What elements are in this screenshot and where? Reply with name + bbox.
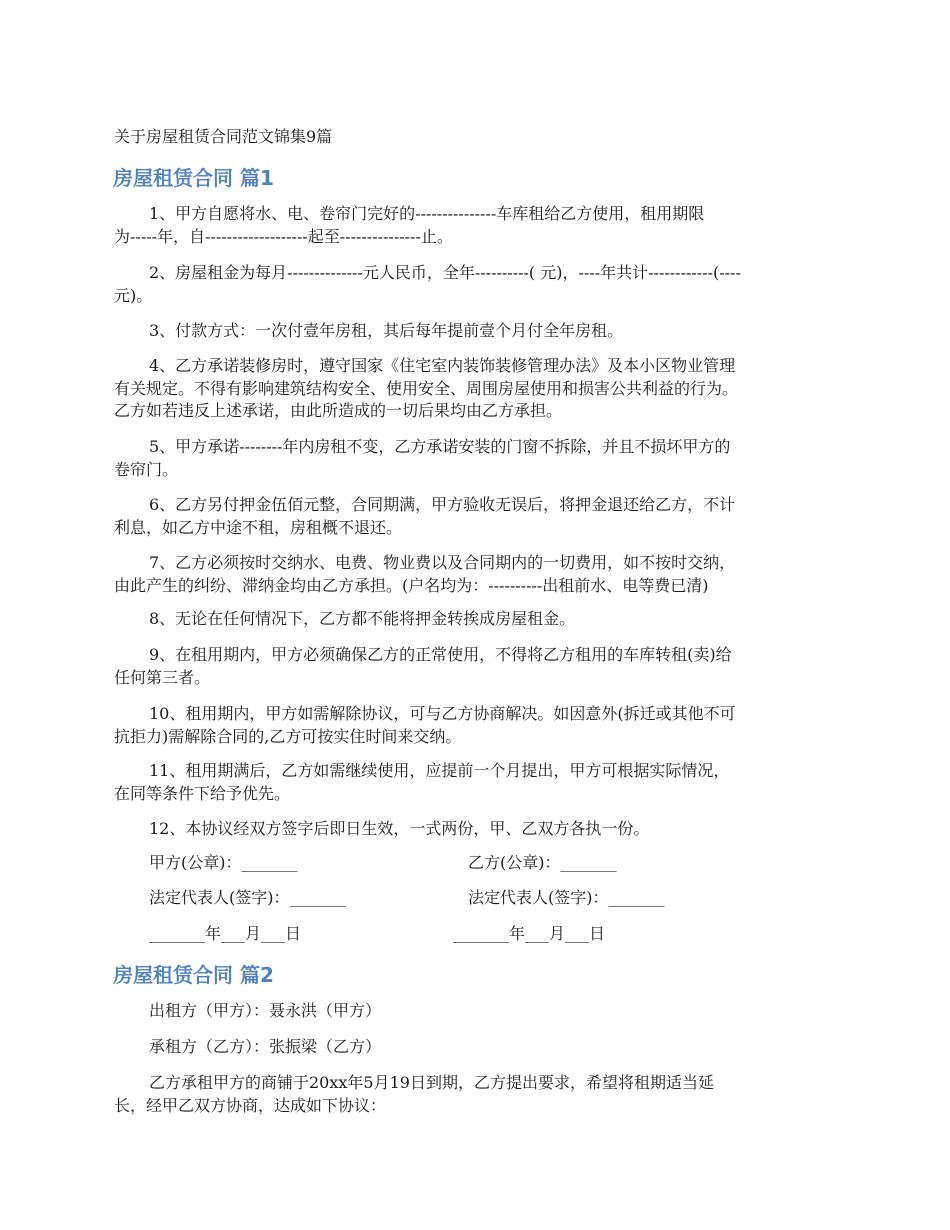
party-b-date-line: _______年___月___日 (453, 924, 606, 943)
clause-line: 有关规定。不得有影响建筑结构安全、使用安全、周围房屋使用和损害公共利益的行为。 (114, 378, 739, 398)
clause-line: 乙方如若违反上述承诺，由此所造成的一切后果均由乙方承担。 (114, 401, 563, 420)
party-b-rep-line: 法定代表人(签字)：_______ (468, 888, 665, 907)
intro-line: 乙方承租甲方的商铺于20xx年5月19日到期，乙方提出要求，希望将租期适当延 (149, 1073, 714, 1092)
clause-line: 9、在租用期内，甲方必须确保乙方的正常使用，不得将乙方租用的车库转租(卖)给 (149, 645, 732, 664)
intro-line: 长，经甲乙双方协商，达成如下协议： (114, 1095, 387, 1115)
clause-paragraph (114, 494, 839, 539)
document-title: 关于房屋租赁合同范文锦集9篇 (114, 127, 333, 146)
clause-line: 7、乙方必须按时交纳水、电费、物业费以及合同期内的一切费用，如不按时交纳， (149, 553, 736, 572)
clause-line: 利息，如乙方中途不租，房租概不退还。 (114, 517, 403, 537)
clause-paragraph (114, 608, 839, 631)
clause-paragraph (114, 262, 839, 307)
clause-line: 1、甲方自愿将水、电、卷帘门完好的---------------车库租给乙方使用，租用期限 (149, 204, 705, 223)
clause-line: 任何第三者。 (114, 667, 211, 687)
clause-paragraph (114, 703, 839, 748)
clause-paragraph (114, 320, 839, 343)
clause-line: 元)。 (114, 285, 153, 305)
clause-line: 抗拒力)需解除合同的,乙方可按实住时间来交纳。 (114, 726, 462, 746)
clause-line: 3、付款方式：一次付壹年房租，其后每年提前壹个月付全年房租。 (149, 321, 624, 340)
clause-paragraph (114, 644, 839, 689)
section-heading-1: 房屋租赁合同 篇1 (113, 166, 274, 190)
clause-paragraph (114, 355, 839, 423)
clause-line: 由此产生的纠纷、滞纳金均由乙方承担。(户名均为：----------出租前水、电等费已清) (114, 575, 709, 595)
lessor-line: 出租方（甲方）：聂永洪（甲方） (149, 1001, 382, 1020)
clause-paragraph (114, 552, 839, 597)
clause-line: 卷帘门。 (114, 459, 179, 479)
clause-line: 4、乙方承诺装修房时，遵守国家《住宅室内装饰装修管理办法》及本小区物业管理 (149, 356, 736, 375)
party-a-date-line: _______年___月___日 (149, 924, 302, 943)
clause-line: 10、租用期内，甲方如需解除协议，可与乙方协商解决。如因意外(拆迁或其他不可 (149, 704, 736, 723)
clause-line: 在同等条件下给予优先。 (114, 783, 291, 803)
party-a-rep-line: 法定代表人(签字)：_______ (149, 888, 346, 907)
lessee-line: 承租方（乙方）：张振梁（乙方） (149, 1037, 382, 1056)
party-b-seal-line: 乙方(公章)：_______ (468, 853, 617, 872)
section2-intro (114, 1072, 839, 1117)
section-heading-2: 房屋租赁合同 篇2 (113, 963, 274, 987)
clause-line: 2、房屋租金为每月--------------元人民币，全年----------( 元)，----年共计------------(---- (149, 263, 741, 282)
clause-paragraph (114, 203, 839, 248)
clause-line: 11、租用期满后，乙方如需继续使用，应提前一个月提出，甲方可根据实际情况， (149, 761, 730, 780)
clause-paragraph (114, 818, 839, 841)
clause-paragraph (114, 436, 839, 481)
clause-line: 8、无论在任何情况下，乙方都不能将押金转挨成房屋租金。 (149, 609, 576, 628)
clause-line: 12、本协议经双方签字后即日生效，一式两份，甲、乙双方各执一份。 (149, 819, 650, 838)
clause-paragraph (114, 760, 839, 805)
clause-line: 5、甲方承诺--------年内房租不变，乙方承诺安装的门窗不拆除，并且不损坏甲方的 (149, 437, 731, 456)
clause-line: 6、乙方另付押金伍佰元整，合同期满，甲方验收无误后，将押金退还给乙方，不计 (149, 495, 736, 514)
party-a-seal-line: 甲方(公章)：_______ (149, 853, 298, 872)
clause-line: 为-----年，自-------------------起至---------------止。 (114, 226, 453, 246)
